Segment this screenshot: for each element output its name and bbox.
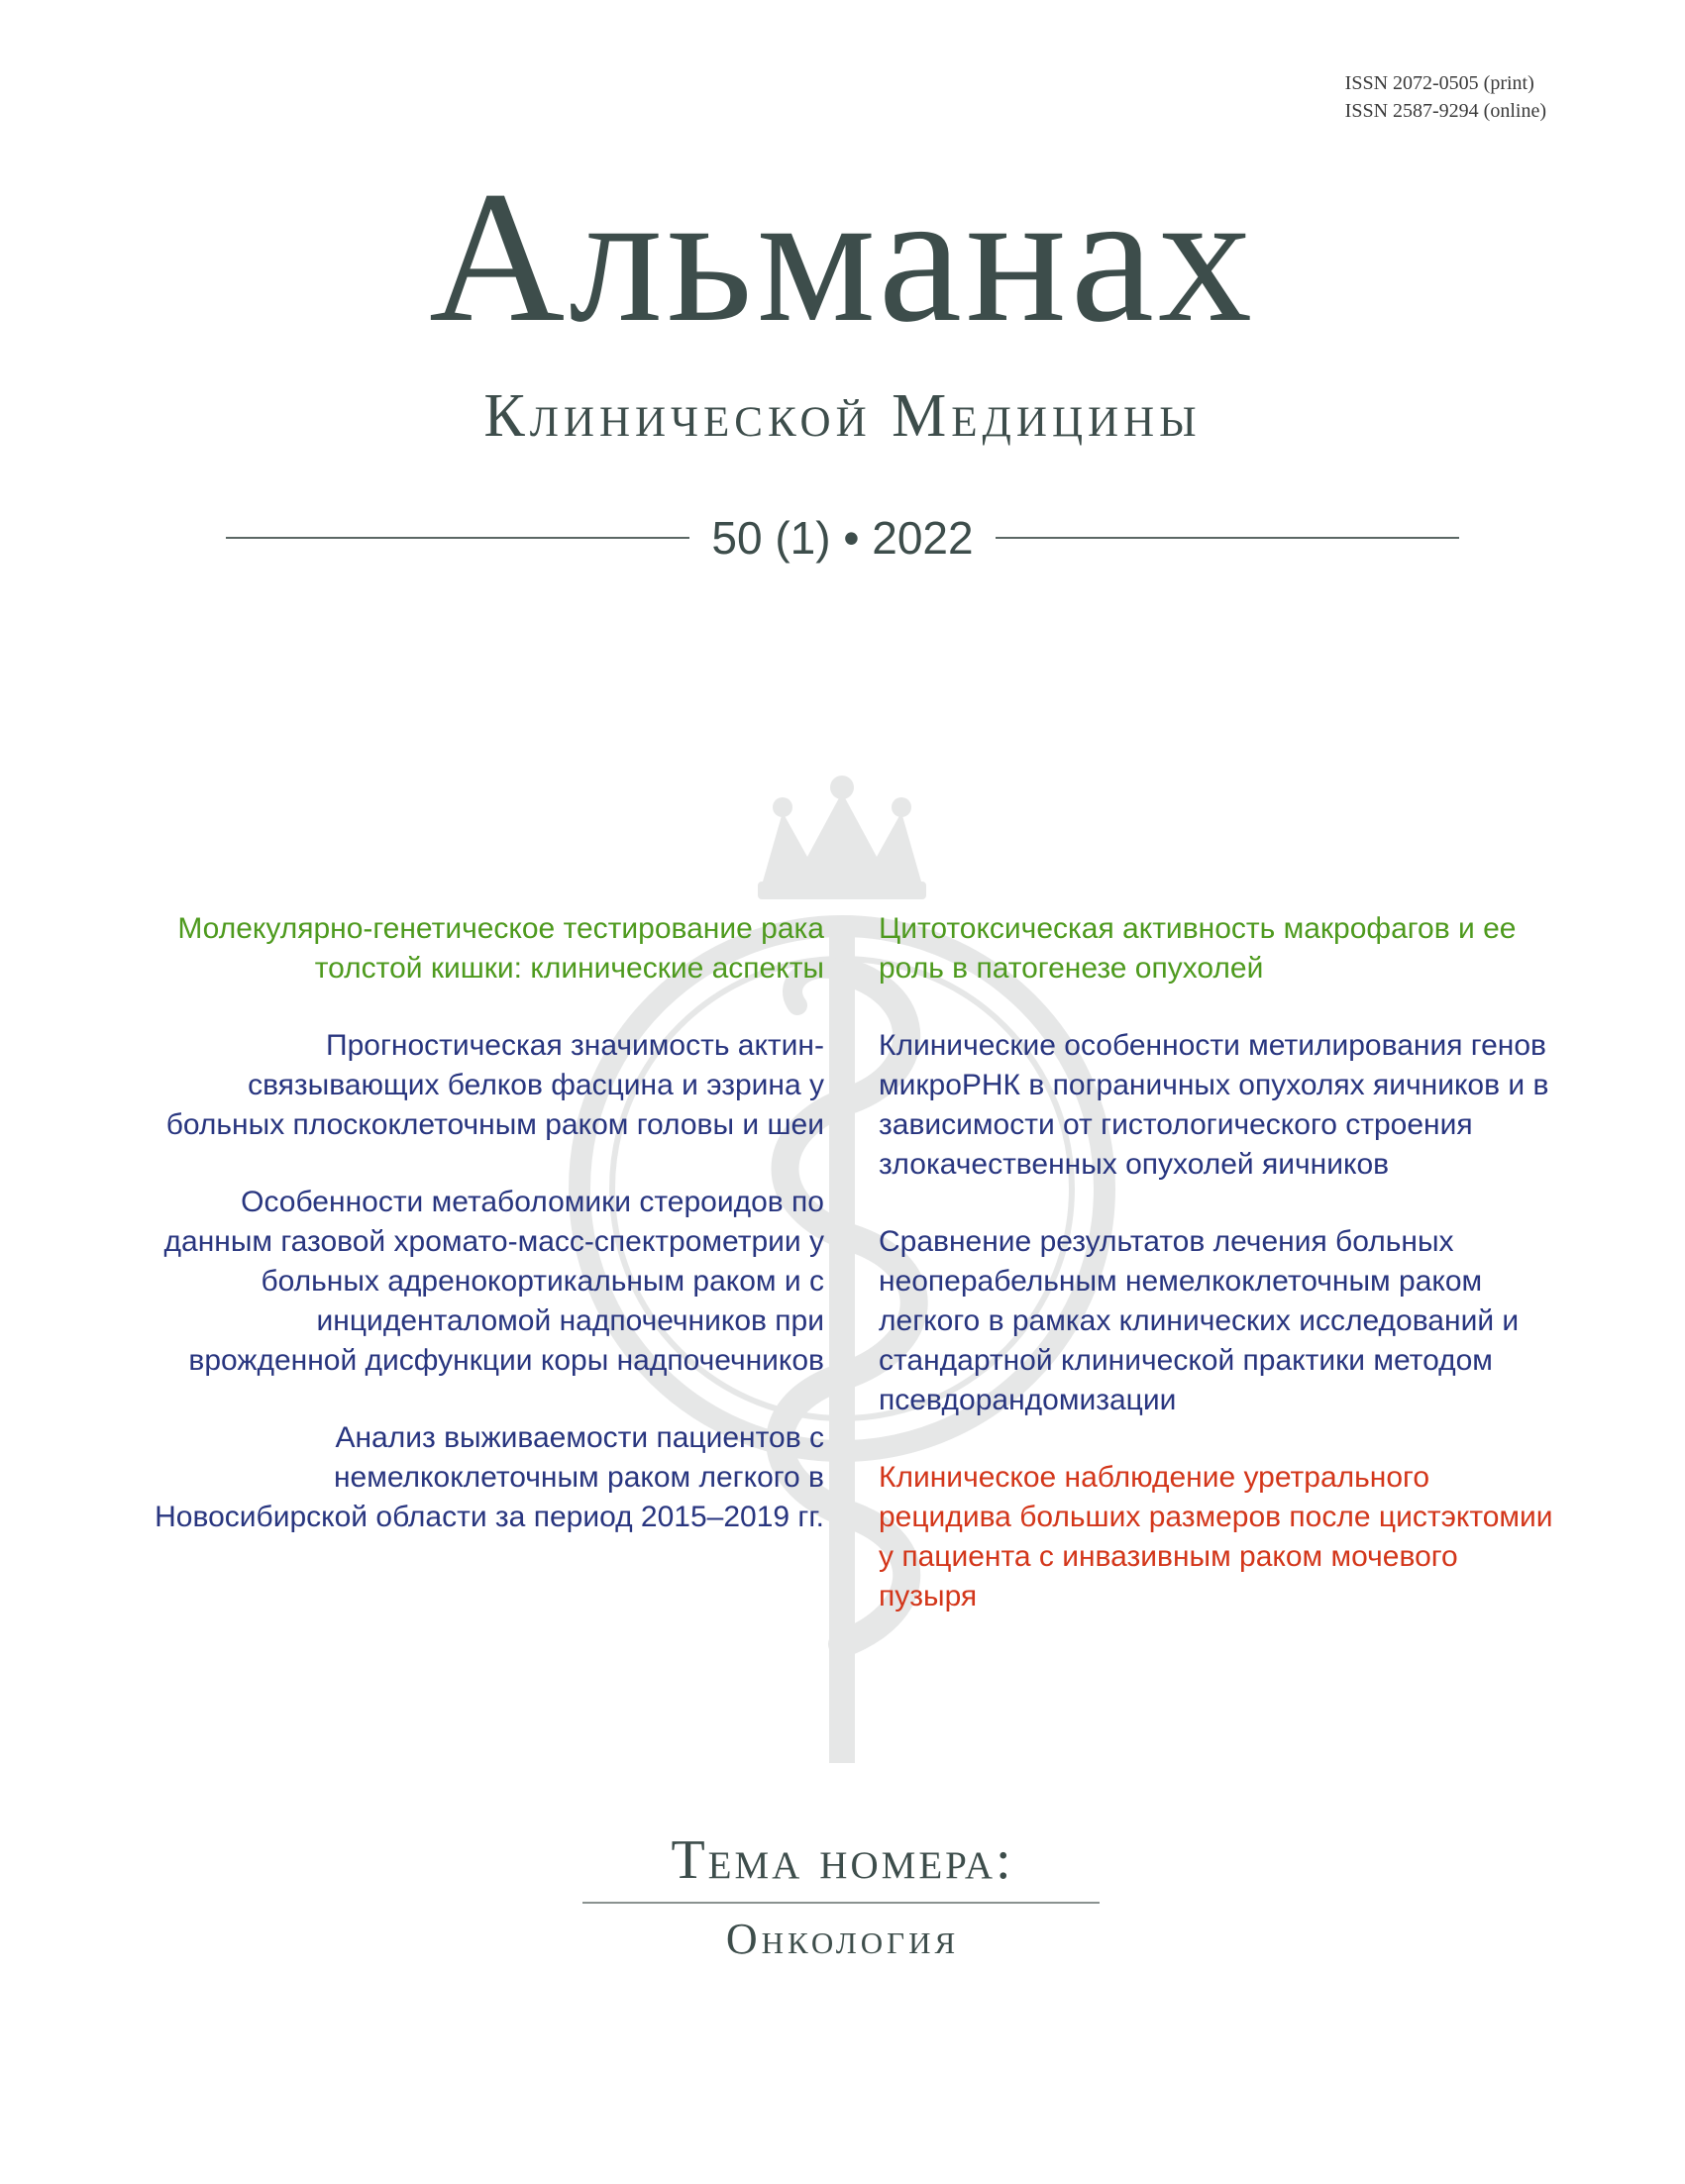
- issn-online: ISSN 2587-9294 (online): [1344, 100, 1546, 122]
- issue-line: [226, 503, 1459, 572]
- articles-right-column: [879, 909, 1562, 1616]
- issue-theme-value: Онкология: [725, 1915, 960, 1963]
- journal-title: Альманах: [429, 154, 1256, 362]
- issn-print: ISSN 2072-0505 (print): [1344, 72, 1534, 94]
- article-left-1[interactable]: Молекулярно-генетическое тестирование рака толстой кишки: клинические аспекты: [177, 912, 824, 985]
- article-right-3[interactable]: Сравнение результатов лечения больных неоперабельным немелкоклеточным раком легкого в рамках клинических исследований и стандартной клинической практики методом псевдорандомизации: [879, 1225, 1520, 1416]
- issue-theme-label: Тема номера:: [671, 1829, 1014, 1891]
- issue-rule-right: [996, 537, 1459, 539]
- issue-number: 50 (1) • 2022: [711, 512, 974, 564]
- article-right-1[interactable]: Цитотоксическая активность макрофагов и ее роль в патогенезе опухолей: [879, 912, 1517, 985]
- articles-left-column: [141, 909, 824, 1537]
- article-right-2[interactable]: Клинические особенности метилирования генов микроРНК в пограничных опухолях яичников и в зависимости от гистологического строения злокачественных опухолей яичников: [879, 1029, 1549, 1181]
- article-right-4[interactable]: Клиническое наблюдение уретрального рецидива больших размеров после цистэктомии у пациента с инвазивным раком мочевого пузыря: [879, 1461, 1553, 1612]
- issue-theme-rule: [582, 1902, 1100, 1904]
- article-left-3[interactable]: Особенности метаболомики стероидов по данным газовой хромато-масс-спектрометрии у больных адренокортикальным раком и с инциденталомой надпочечников при врожденной дисфункции коры надпочечников: [163, 1186, 824, 1377]
- issn-block: [1345, 69, 1546, 125]
- issue-rule-left: [226, 537, 689, 539]
- article-left-4[interactable]: Анализ выживаемости пациентов с немелкоклеточным раком легкого в Новосибирской области за период 2015–2019 гг.: [155, 1421, 824, 1533]
- article-left-2[interactable]: Прогностическая значимость актин-связывающих белков фасцина и эзрина у больных плоскоклеточным раком головы и шеи: [165, 1029, 824, 1141]
- journal-subtitle: Клинической Медицины: [483, 382, 1202, 450]
